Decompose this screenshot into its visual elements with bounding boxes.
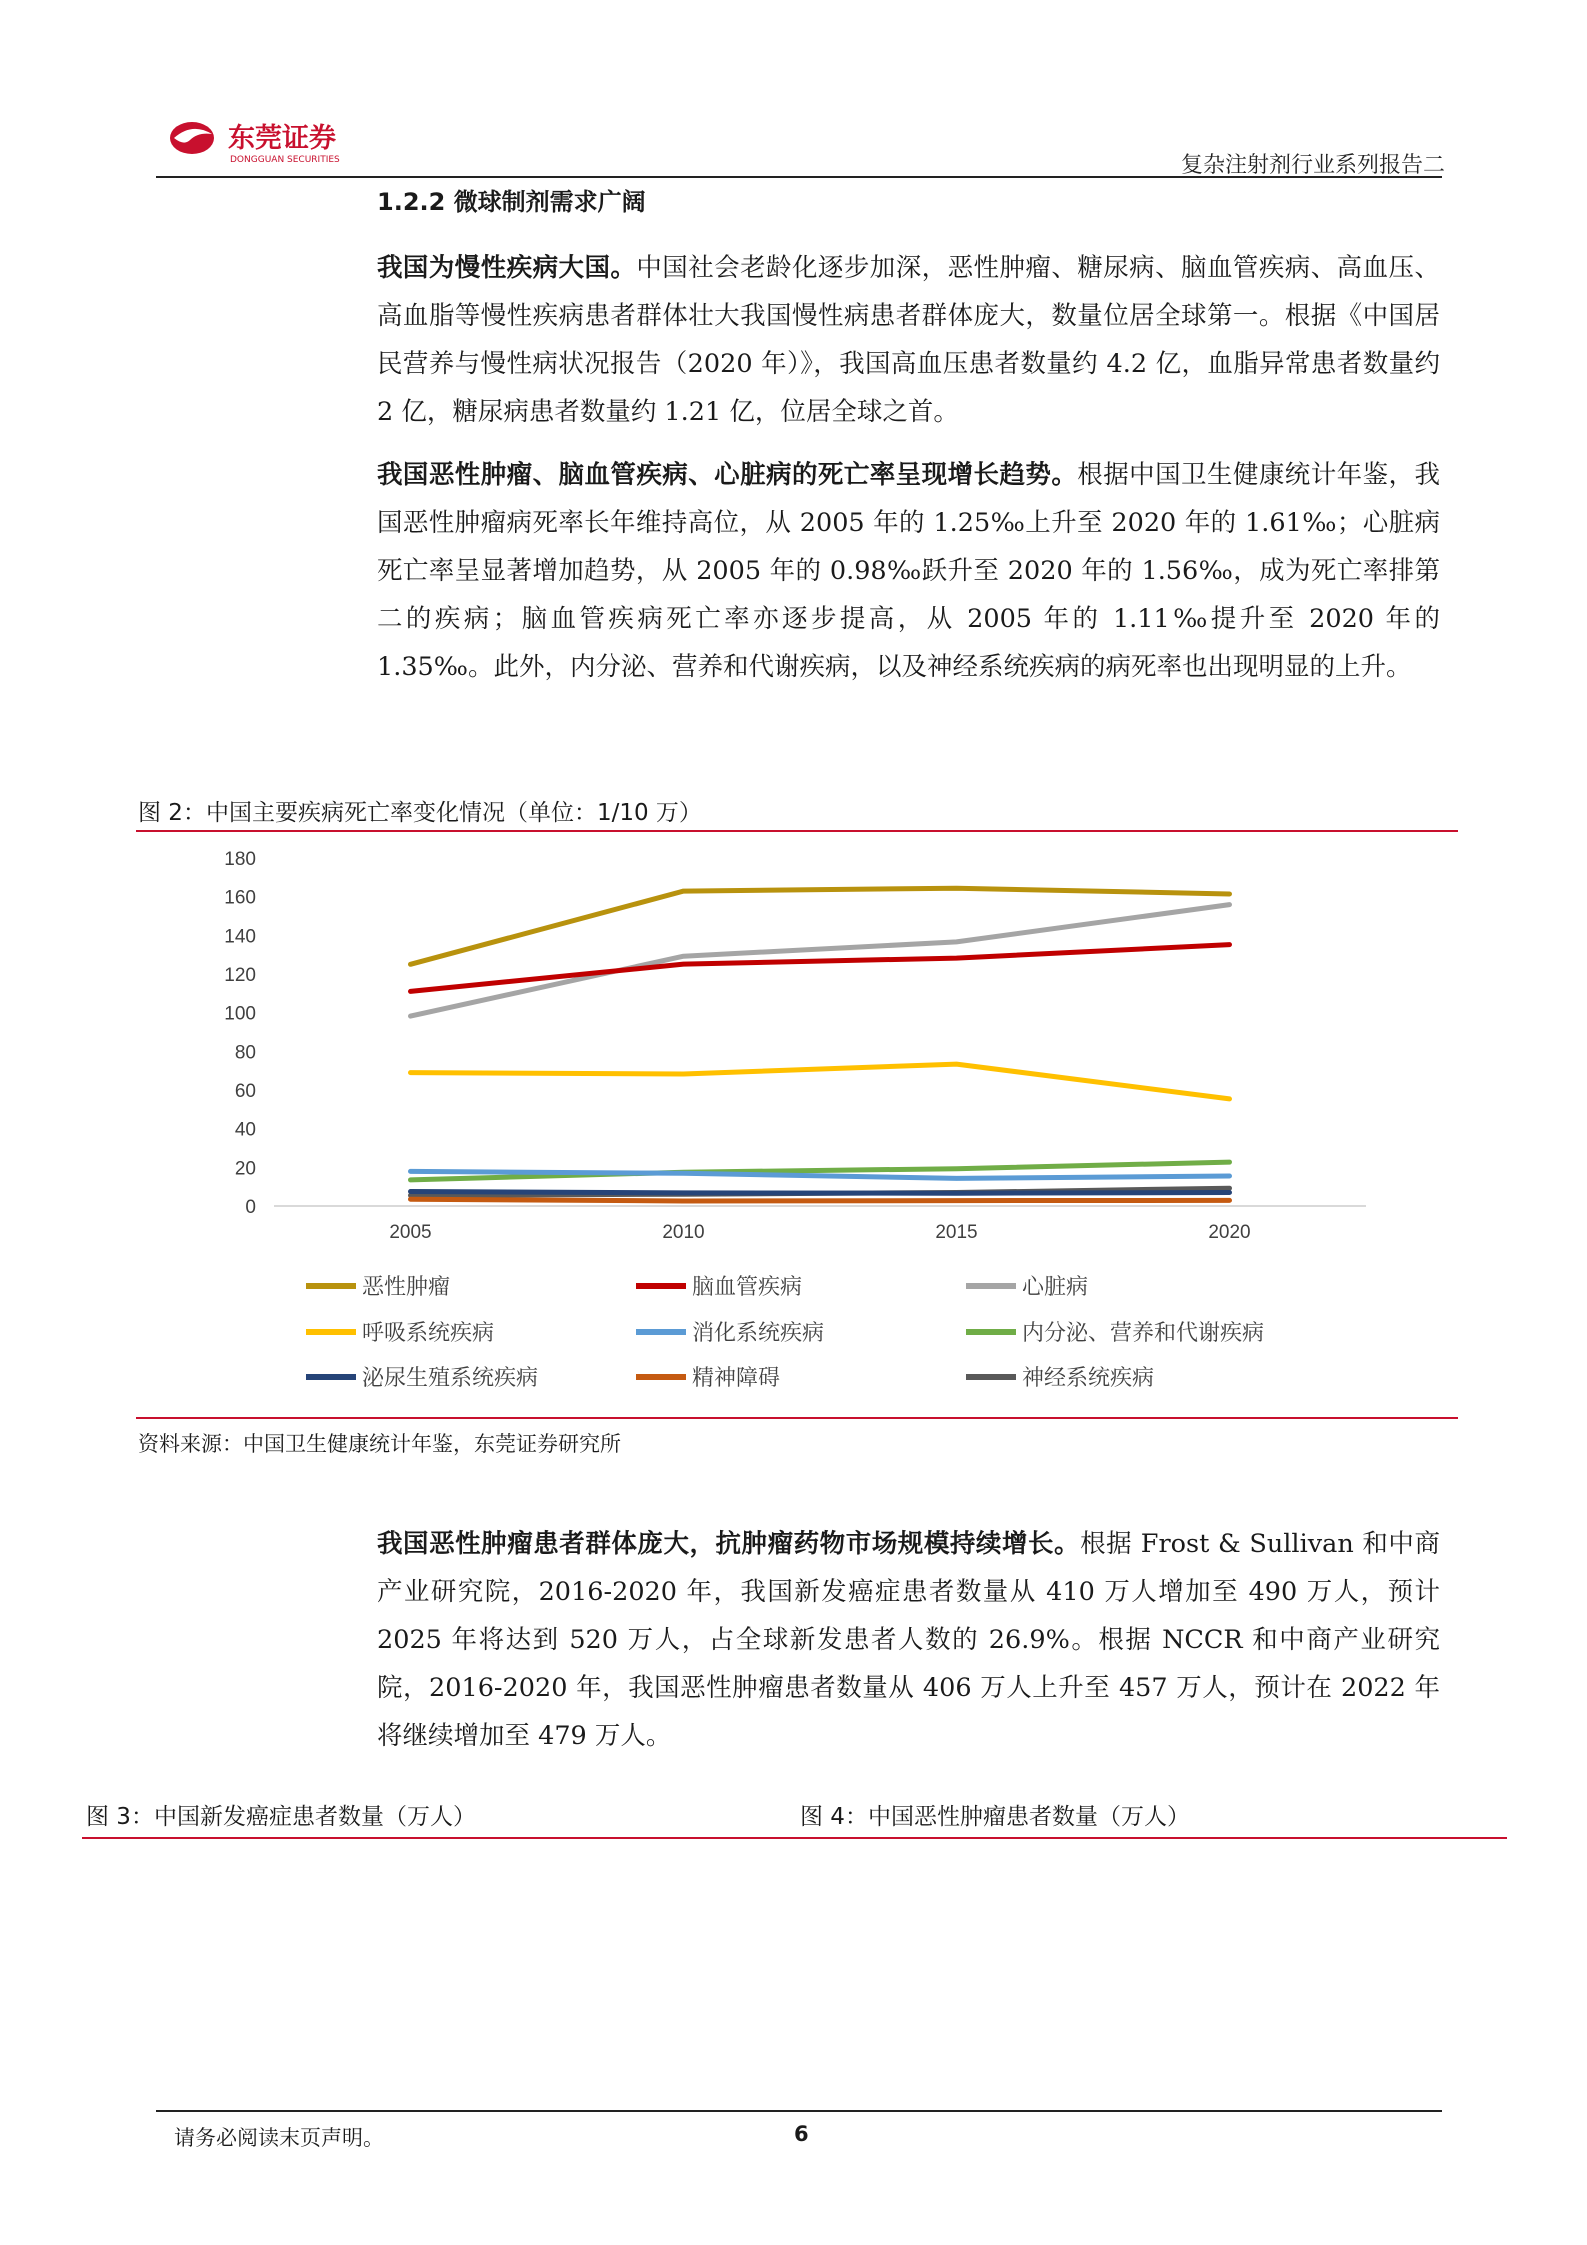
paragraph-body: 根据 Frost & Sullivan 和中商产业研究院，2016-2020 年，我国新发癌症患者数量从 410 万人增加至 490 万人，预计 2025 年将达到 520 万人，占全球新发患者人数的 26.9%。根据 NCCR 和中商产业研究院，2016-2020 年，我国恶性肿瘤患者数量从 406 万人上升至 457 万人，预计在 2022 年将继续增加至 479 万人。 bbox=[377, 1529, 1440, 1751]
series-line bbox=[411, 945, 1230, 992]
x-tick-label: 2005 bbox=[389, 1222, 432, 1243]
legend-label: 泌尿生殖系统疾病 bbox=[362, 1365, 539, 1390]
legend-label: 消化系统疾病 bbox=[692, 1320, 825, 1345]
figure-2-source: 资料来源：中国卫生健康统计年鉴，东莞证券研究所 bbox=[138, 1432, 621, 1456]
paragraph-cancer-market bbox=[377, 1520, 1440, 1760]
company-logo bbox=[168, 116, 428, 166]
x-tick-label: 2010 bbox=[662, 1222, 705, 1243]
paragraph-lead: 我国恶性肿瘤、脑血管疾病、心脏病的死亡率呈现增长趋势。 bbox=[377, 460, 1078, 490]
legend-label: 呼吸系统疾病 bbox=[362, 1320, 495, 1345]
logo-brand-cn: 东莞证券 bbox=[228, 123, 336, 154]
y-tick-label: 60 bbox=[234, 1081, 256, 1102]
series-line bbox=[411, 1192, 1230, 1194]
report-title: 复杂注射剂行业系列报告二 bbox=[1180, 153, 1445, 178]
y-tick-label: 20 bbox=[234, 1158, 256, 1180]
y-tick-label: 120 bbox=[224, 965, 256, 986]
y-tick-label: 40 bbox=[234, 1119, 256, 1141]
y-tick-label: 160 bbox=[224, 887, 256, 909]
legend-label: 精神障碍 bbox=[692, 1365, 781, 1390]
y-tick-label: 80 bbox=[234, 1042, 256, 1064]
x-tick-label: 2015 bbox=[935, 1222, 978, 1243]
footer-disclaimer: 请务必阅读末页声明。 bbox=[174, 2126, 384, 2150]
figure-2-caption: 图 2：中国主要疾病死亡率变化情况（单位：1/10 万） bbox=[138, 800, 702, 826]
footer-divider bbox=[156, 2110, 1442, 2112]
legend-label: 神经系统疾病 bbox=[1022, 1365, 1155, 1390]
y-tick-label: 140 bbox=[224, 926, 256, 948]
series-line bbox=[411, 1064, 1230, 1099]
y-tick-label: 0 bbox=[245, 1197, 256, 1218]
paragraph-lead: 我国恶性肿瘤患者群体庞大，抗肿瘤药物市场规模持续增长。 bbox=[377, 1529, 1081, 1559]
page-number: 6 bbox=[794, 2122, 809, 2146]
paragraph-mortality-trend bbox=[377, 451, 1440, 691]
series-line bbox=[411, 1199, 1230, 1201]
figure-3-caption: 图 3：中国新发癌症患者数量（万人） bbox=[86, 1804, 476, 1830]
paragraph-body: 中国社会老龄化逐步加深，恶性肿瘤、糖尿病、脑血管疾病、高血压、高血脂等慢性疾病患者群体壮大我国慢性病患者群体庞大，数量位居全球第一。根据《中国居民营养与慢性病状况报告（2020 年）》，我国高血压患者数量约 4.2 亿，血脂异常患者数量约 2 亿，糖尿病患者数量约 1.21 亿，位居全球之首。 bbox=[377, 253, 1440, 427]
legend-label: 恶性肿瘤 bbox=[362, 1274, 451, 1299]
y-tick-label: 100 bbox=[224, 1003, 256, 1025]
figure-2-top-rule bbox=[136, 830, 1458, 832]
legend-label: 脑血管疾病 bbox=[692, 1274, 803, 1299]
y-tick-label: 180 bbox=[224, 849, 256, 870]
figure-2-bottom-rule bbox=[136, 1417, 1458, 1419]
logo-brand-en: DONGGUAN SECURITIES bbox=[230, 155, 340, 165]
paragraph-chronic-disease bbox=[377, 244, 1440, 436]
mortality-line-chart bbox=[136, 838, 1458, 1413]
figure-3-4-rule bbox=[82, 1837, 1507, 1839]
figure-4-caption: 图 4：中国恶性肿瘤患者数量（万人） bbox=[800, 1804, 1190, 1830]
x-tick-label: 2020 bbox=[1208, 1222, 1251, 1243]
paragraph-lead: 我国为慢性疾病大国。 bbox=[377, 253, 637, 283]
legend-label: 内分泌、营养和代谢疾病 bbox=[1022, 1320, 1265, 1345]
legend-label: 心脏病 bbox=[1022, 1274, 1089, 1299]
paragraph-body: 根据中国卫生健康统计年鉴，我国恶性肿瘤病死率长年维持高位，从 2005 年的 1.25‰上升至 2020 年的 1.61‰；心脏病死亡率呈显著增加趋势，从 2005 年的 0.98‰跃升至 2020 年的 1.56‰，成为死亡率排第二的疾病；脑血管疾病死亡率亦逐步提高，从 2005 年的 1.11‰提升至 2020 年的 1.35‰。此外，内分泌、营养和代谢疾病，以及神经系统疾病的病死率也出现明显的上升。 bbox=[377, 460, 1440, 682]
header-divider bbox=[156, 176, 1442, 178]
section-heading: 1.2.2 微球制剂需求广阔 bbox=[377, 188, 646, 216]
